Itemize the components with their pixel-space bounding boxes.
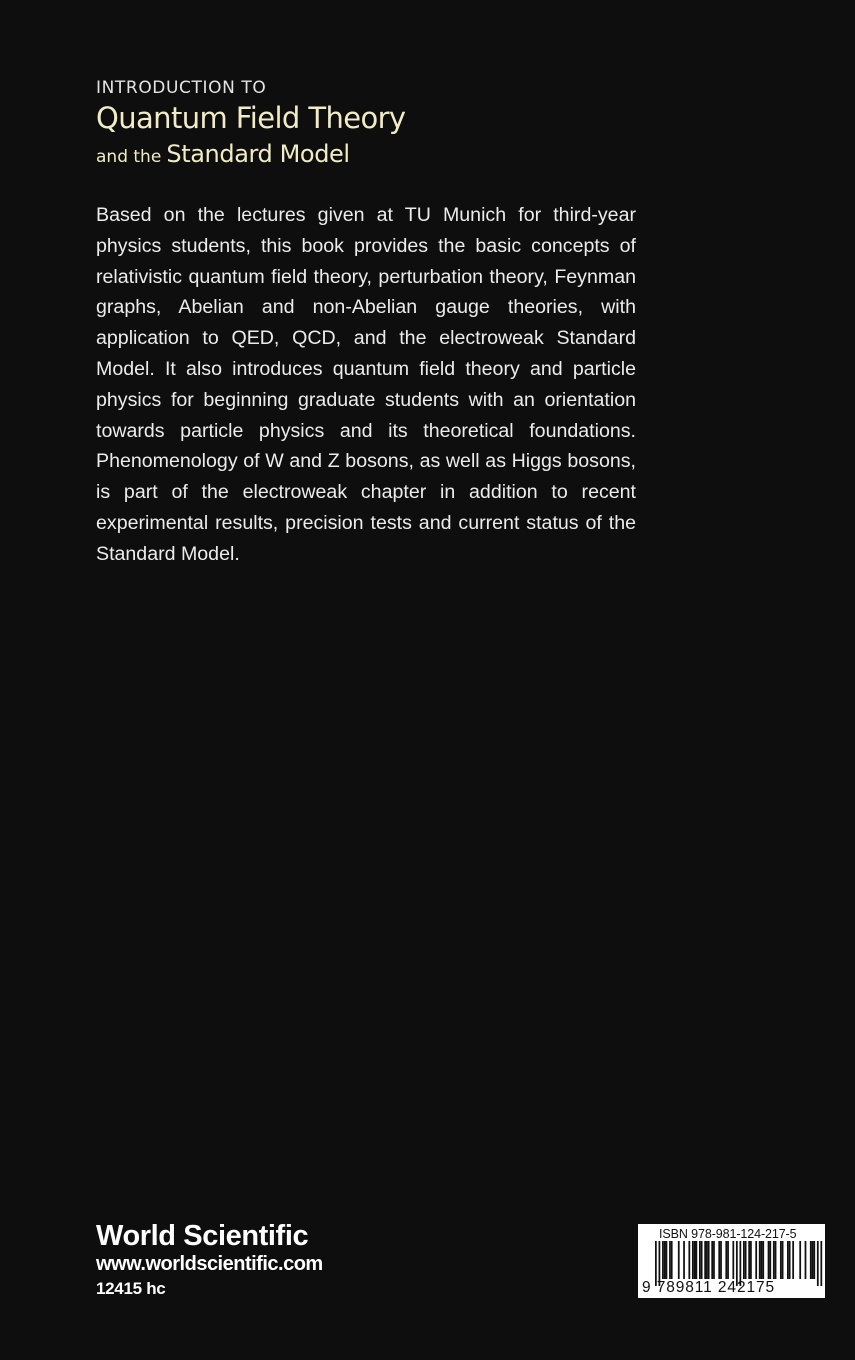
barcode-bar [699, 1241, 701, 1279]
barcode-bar [813, 1241, 815, 1279]
barcode-bar [745, 1241, 747, 1279]
barcode-bar [755, 1241, 757, 1279]
barcode-bar [664, 1241, 666, 1279]
barcode-bar [761, 1241, 763, 1279]
barcode-bar [792, 1241, 794, 1279]
barcode-bar [820, 1241, 822, 1286]
barcode-bar [775, 1241, 777, 1279]
subtitle-main: Standard Model [166, 140, 350, 168]
book-title: Quantum Field Theory [96, 101, 406, 135]
barcode-bar [683, 1241, 685, 1279]
barcode-bar [743, 1241, 745, 1279]
barcode-bar [789, 1241, 791, 1279]
subtitle-connector: and the [96, 147, 162, 167]
barcode-bar [759, 1241, 761, 1279]
barcode-bar [799, 1241, 801, 1279]
catalog-code: 12415 hc [96, 1279, 166, 1298]
barcode-bar [694, 1241, 696, 1279]
barcode-bar [666, 1241, 668, 1279]
barcode-bar [725, 1241, 727, 1279]
barcode-bar [817, 1241, 819, 1286]
ean-digits: 9 789811 242175 [642, 1279, 776, 1296]
barcode-bar [695, 1241, 697, 1279]
barcode-bar [810, 1241, 812, 1279]
barcode-bar [787, 1241, 789, 1279]
book-subtitle [96, 140, 350, 168]
barcode-bar [701, 1241, 703, 1279]
publisher-name: World Scientific [96, 1220, 309, 1252]
barcode-bar [812, 1241, 814, 1279]
book-description: Based on the lectures given at TU Munich for third-year physics students, this book provides the basic concepts of relativistic quantum field theory, perturbation theory, Feynman graphs, Abelian and non-Abelian gauge theories, with application to QED, QCD, and the electroweak Standard Model. It also introduces quantum field theory and particle physics for beginning graduate students with an orientation towards particle physics and its theoretical foundations. Phenomenology of W and Z bosons, as well as Higgs bosons, is part of the electroweak chapter in addition to recent experimental results, precision tests and current status of the Standard Model. [96, 204, 636, 565]
isbn-label: ISBN 978-981-124-217-5 [659, 1227, 797, 1241]
barcode-bar [704, 1241, 706, 1279]
isbn-barcode [638, 1224, 825, 1298]
barcode-bar [711, 1241, 713, 1279]
barcode-bar [805, 1241, 807, 1279]
barcode-bar [669, 1241, 671, 1279]
barcode-bar [762, 1241, 764, 1279]
barcode-bar [768, 1241, 770, 1279]
barcode-bar [720, 1241, 722, 1279]
barcode-bar [662, 1241, 664, 1279]
barcode-bar [692, 1241, 694, 1279]
barcode-bar [718, 1241, 720, 1279]
barcode-bar [782, 1241, 784, 1279]
barcode-bar [671, 1241, 673, 1279]
barcode-bar [750, 1241, 752, 1279]
barcode-bar [732, 1241, 734, 1279]
barcode-bar [708, 1241, 710, 1279]
barcode-bar [706, 1241, 708, 1279]
barcode-bar [748, 1241, 750, 1279]
publisher-url: www.worldscientific.com [96, 1253, 323, 1275]
barcode-bar [713, 1241, 715, 1279]
barcode-bar [773, 1241, 775, 1279]
barcode-bar [780, 1241, 782, 1279]
barcode-bar [688, 1241, 690, 1279]
title-kicker: INTRODUCTION TO [96, 78, 267, 98]
barcode-bar [678, 1241, 680, 1279]
barcode-bar [727, 1241, 729, 1279]
barcode-bar [769, 1241, 771, 1279]
